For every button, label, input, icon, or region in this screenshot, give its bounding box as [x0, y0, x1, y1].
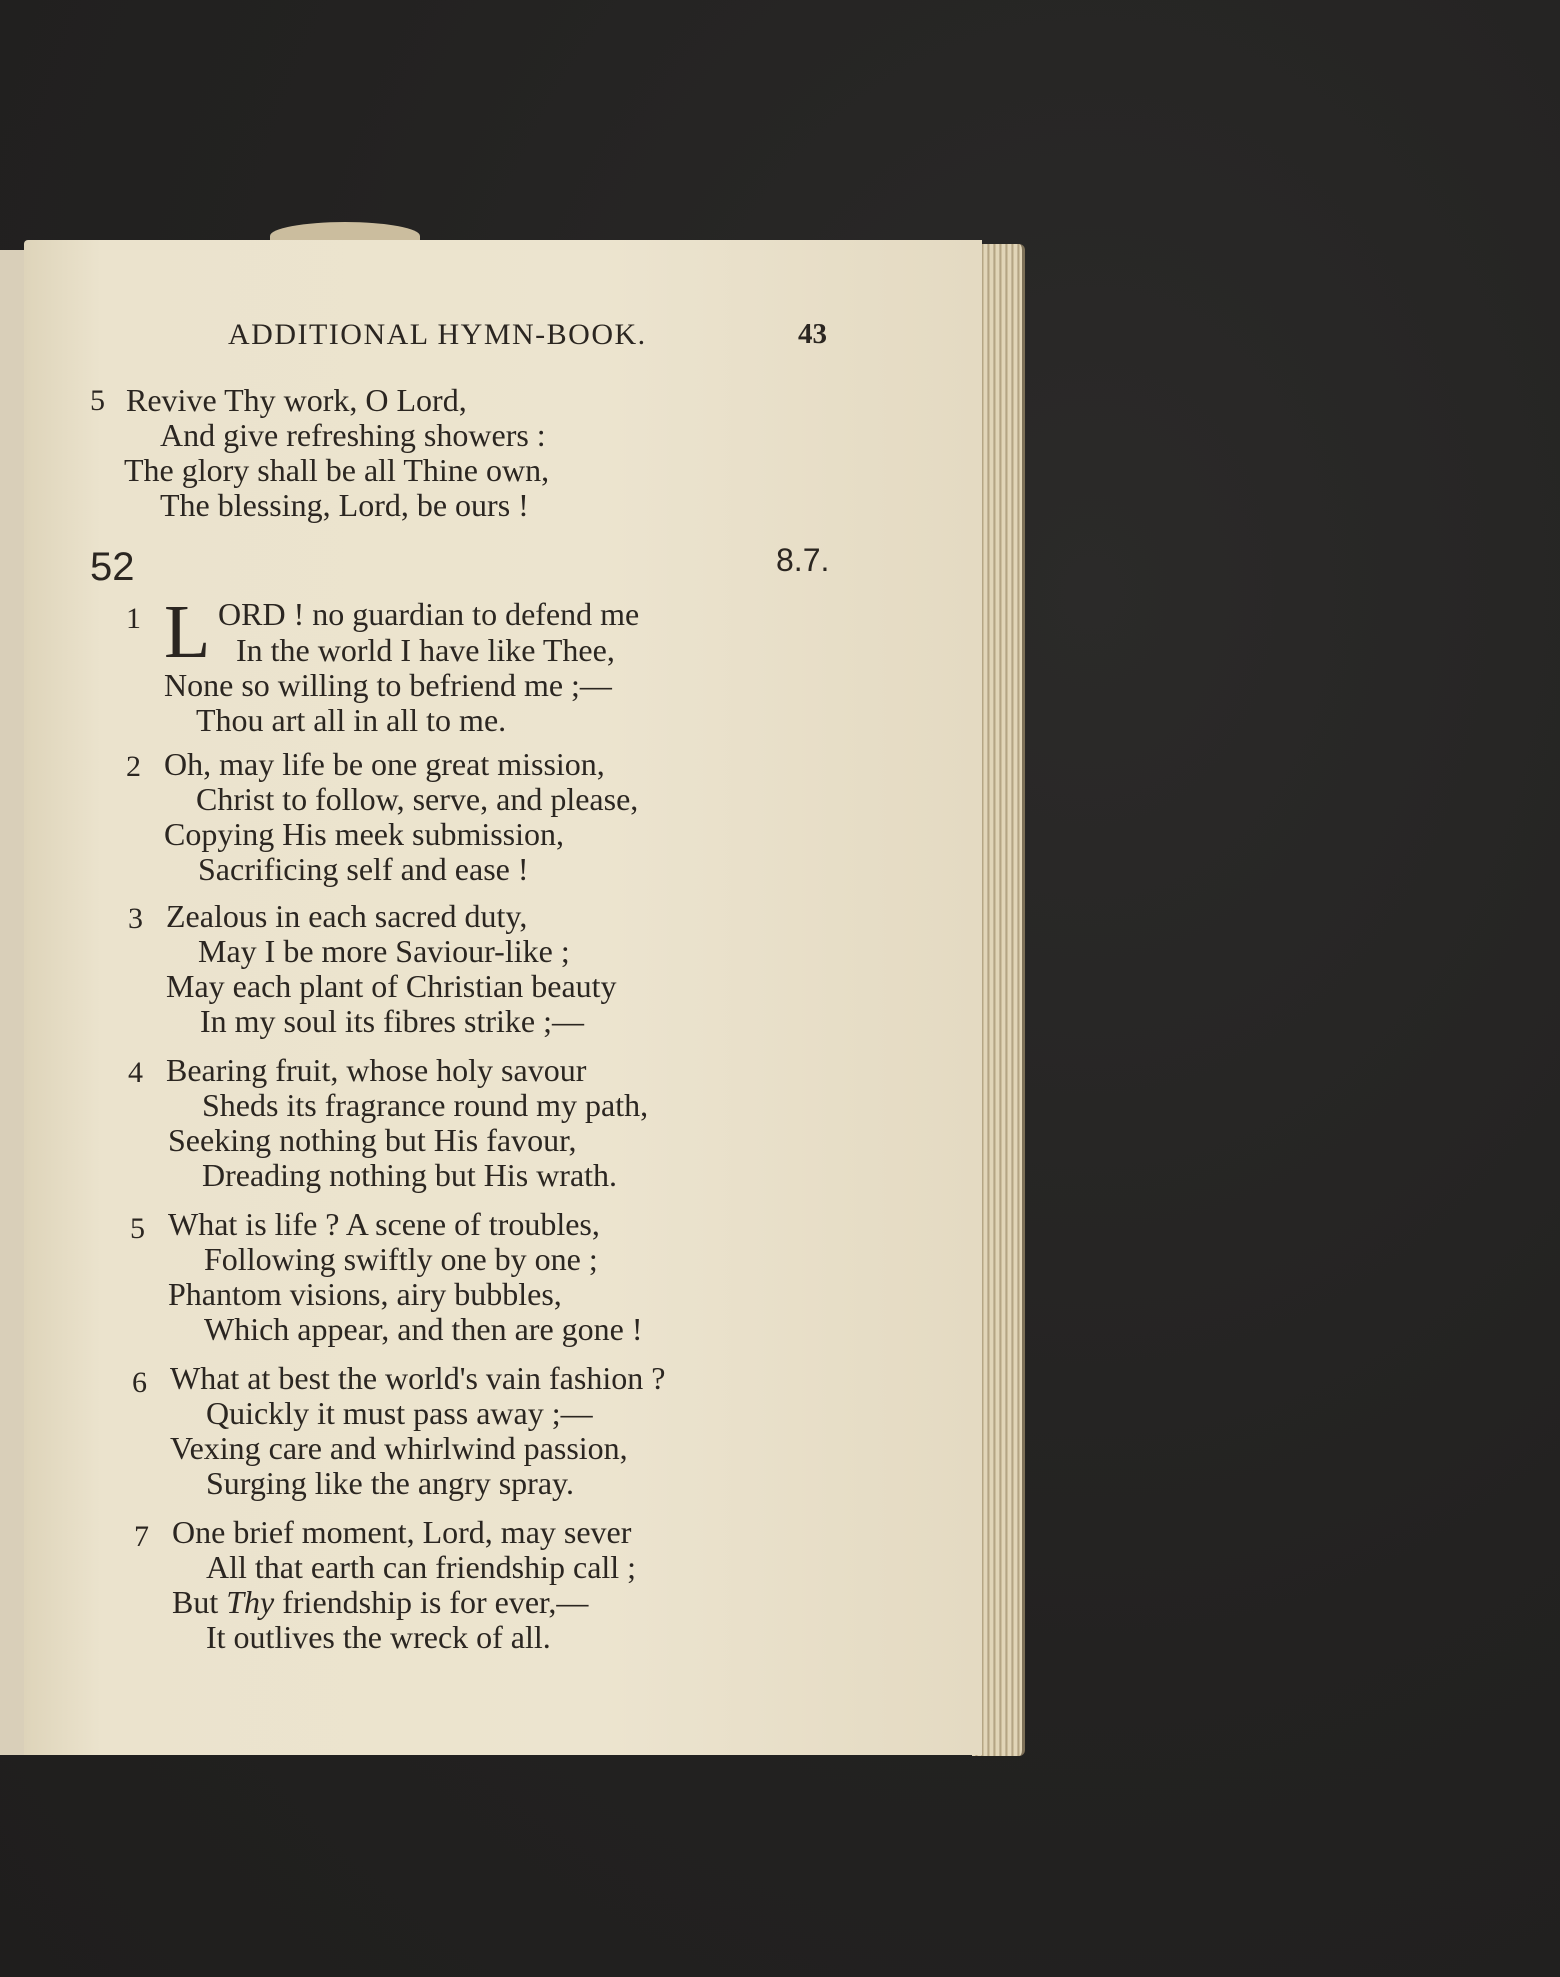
verse-line: What is life ? A scene of troubles,: [168, 1206, 600, 1242]
verse-line: Which appear, and then are gone !: [204, 1311, 643, 1347]
verse-line: Bearing fruit, whose holy savour: [166, 1052, 587, 1088]
verse-line: Surging like the angry spray.: [206, 1465, 574, 1501]
verse-line: What at best the world's vain fashion ?: [170, 1360, 666, 1396]
verse-line-part: friendship is for ever,—: [274, 1584, 589, 1620]
verse-number: 4: [128, 1056, 143, 1089]
verse-line: None so willing to befriend me ;—: [164, 667, 612, 703]
verse-line: Dreading nothing but His wrath.: [202, 1157, 618, 1193]
verse-line: Christ to follow, serve, and please,: [196, 781, 639, 817]
verse-line: Revive Thy work, O Lord,: [126, 382, 467, 418]
verse-line: Oh, may life be one great mission,: [164, 746, 605, 782]
verse-line: Quickly it must pass away ;—: [206, 1395, 593, 1431]
hymn-number: 52: [90, 545, 135, 589]
verse-line: [172, 1584, 588, 1621]
hymn-metre: 8.7.: [776, 542, 830, 578]
verse-line: And give refreshing showers :: [160, 417, 546, 453]
verse-line: Phantom visions, airy bubbles,: [168, 1276, 562, 1312]
verse-line: One brief moment, Lord, may sever: [172, 1514, 632, 1550]
verse-line: The blessing, Lord, be ours !: [160, 487, 529, 523]
verse-number: 1: [126, 602, 141, 635]
verse-line: It outlives the wreck of all.: [206, 1619, 551, 1655]
drop-cap: L: [164, 590, 211, 674]
verse-line: ORD ! no guardian to defend me: [218, 596, 640, 632]
verse-line: Copying His meek submission,: [164, 816, 565, 852]
verse-line: In the world I have like Thee,: [236, 632, 615, 668]
verse-line: Thou art all in all to me.: [196, 702, 507, 738]
verse-number: 5: [130, 1212, 145, 1245]
verse-number: 2: [126, 750, 141, 783]
verse-line-part: But: [172, 1584, 227, 1620]
verse-line: Following swiftly one by one ;: [204, 1241, 598, 1277]
verse-line: Zealous in each sacred duty,: [166, 898, 528, 934]
verse-number: 7: [134, 1520, 149, 1553]
verse-number: 6: [132, 1366, 147, 1399]
verse-line: Vexing care and whirlwind passion,: [170, 1430, 628, 1466]
page-number: 43: [798, 318, 827, 350]
verse-line: The glory shall be all Thine own,: [124, 452, 550, 488]
verse-line: In my soul its fibres strike ;—: [200, 1003, 584, 1039]
verse-line: Sacrificing self and ease !: [198, 851, 529, 887]
verse-line: Seeking nothing but His favour,: [168, 1122, 577, 1158]
verse-line: Sheds its fragrance round my path,: [202, 1087, 649, 1123]
verse-line: May I be more Saviour-like ;: [198, 933, 570, 969]
verse-line-emphasis: Thy: [226, 1584, 275, 1620]
verse-line: All that earth can friendship call ;: [206, 1549, 637, 1585]
running-head: ADDITIONAL HYMN-BOOK.: [228, 318, 647, 351]
verse-number: 3: [128, 902, 143, 935]
verse-line: May each plant of Christian beauty: [166, 968, 617, 1004]
verse-number: 5: [90, 384, 105, 417]
